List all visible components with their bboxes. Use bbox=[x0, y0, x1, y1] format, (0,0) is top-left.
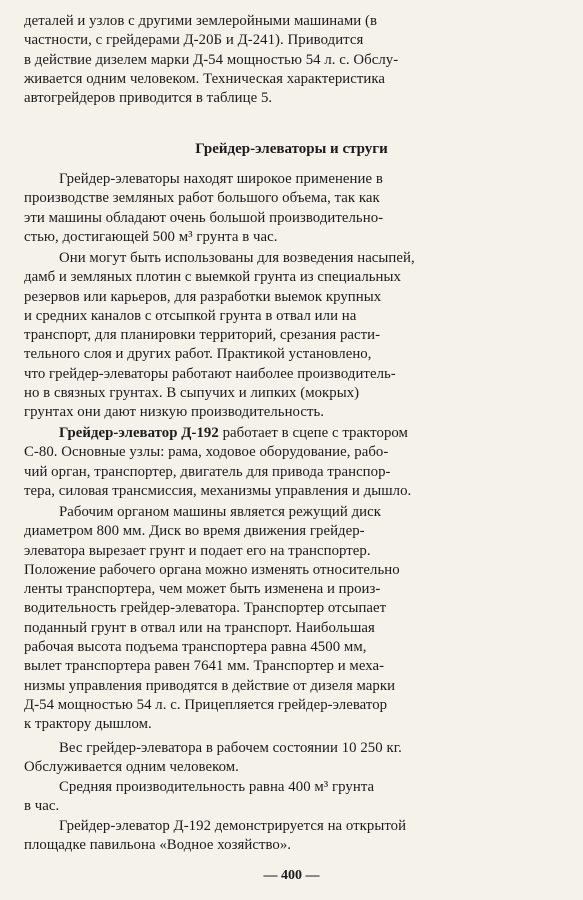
text-line: транспорт, для планировки территорий, срезания расти- bbox=[24, 327, 381, 344]
machine-name-bold: Грейдер-элеватор Д-192 bbox=[59, 425, 219, 441]
text-line: Вес грейдер-элеватора в рабочем состоянии 10 250 кг. bbox=[59, 740, 402, 756]
text-line: и средних каналов с отсыпкой грунта в отвал или на bbox=[24, 307, 357, 324]
text-line: эти машины обладают очень большой производительно- bbox=[24, 209, 384, 226]
text-line: но в связных грунтах. В сыпучих и липких (мокрых) bbox=[24, 385, 360, 402]
text-line: в действие дизелем марки Д-54 мощностью 54 л. с. Обслу- bbox=[24, 51, 399, 68]
text-line: резервов или карьеров, для разработки выемок крупных bbox=[24, 288, 382, 305]
text-line: рабочая высота подъема транспортера равна 4500 мм, bbox=[24, 639, 367, 656]
top-paragraph bbox=[24, 12, 554, 108]
text-fragment: работает в сцепе с трактором bbox=[218, 425, 408, 441]
text-line: водительность грейдер-элеватора. Транспортер отсыпает bbox=[24, 600, 387, 617]
text-line: что грейдер-элеваторы работают наиболее производитель- bbox=[24, 365, 396, 382]
text-line: деталей и узлов с другими землеройными машинами (в bbox=[24, 13, 378, 29]
text-line: Положение рабочего органа можно изменять относительно bbox=[24, 561, 400, 578]
text-line: площадке павильона «Водное хозяйство». bbox=[24, 837, 292, 854]
text-line: Они могут быть использованы для возведения насыпей, bbox=[59, 250, 415, 266]
text-line: С-80. Основные узлы: рама, ходовое оборудование, рабо- bbox=[24, 444, 389, 461]
text-line: к трактору дышлом. bbox=[24, 716, 152, 733]
text-line: дамб и земляных плотин с выемкой грунта из специальных bbox=[24, 269, 401, 286]
section-heading: Грейдер-элеваторы и струги bbox=[195, 141, 388, 157]
paragraph-3 bbox=[24, 424, 554, 501]
text-line: ленты транспортера, чем может быть изменена и произ- bbox=[24, 581, 381, 598]
text-line: частности, с грейдерами Д-20Б и Д-241). Приводится bbox=[24, 32, 364, 49]
text-line: стью, достигающей 500 м³ грунта в час. bbox=[24, 228, 278, 245]
text-line: автогрейдеров приводится в таблице 5. bbox=[24, 90, 273, 107]
text-line: Средняя производительность равна 400 м³ грунта bbox=[59, 779, 375, 795]
text-line: Д-54 мощностью 54 л. с. Прицепляется грейдер-элеватор bbox=[24, 696, 388, 713]
text-line: живается одним человеком. Техническая характеристика bbox=[24, 70, 385, 87]
text-line: элеватора вырезает грунт и подает его на транспортер. bbox=[24, 542, 371, 559]
text-line: в час. bbox=[24, 798, 60, 815]
paragraph-5 bbox=[24, 739, 554, 778]
paragraph-6 bbox=[24, 778, 554, 817]
text-line: Обслуживается одним человеком. bbox=[24, 759, 239, 776]
text-line: поданный грунт в отвал или на транспорт. Наибольшая bbox=[24, 619, 375, 636]
paragraph-2 bbox=[24, 249, 554, 423]
text-line: производстве земляных работ большого объема, так как bbox=[24, 190, 380, 207]
text-line bbox=[24, 424, 554, 443]
paragraph-7 bbox=[24, 817, 554, 856]
paragraph-4 bbox=[24, 503, 554, 735]
text-line: Грейдер-элеватор Д-192 демонстрируется на открытой bbox=[59, 818, 407, 834]
text-line: низмы управления приводятся в действие от дизеля марки bbox=[24, 677, 396, 694]
text-line: чий орган, транспортер, двигатель для привода транспор- bbox=[24, 463, 391, 480]
text-line: диаметром 800 мм. Диск во время движения грейдер- bbox=[24, 523, 365, 540]
text-line: тера, силовая трансмиссия, механизмы управления и дышло. bbox=[24, 482, 412, 499]
page-number: — 400 — bbox=[263, 868, 320, 883]
text-line: тельного слоя и других работ. Практикой установлено, bbox=[24, 346, 372, 363]
text-line: вылет транспортера равен 7641 мм. Транспортер и меха- bbox=[24, 658, 385, 675]
text-line: Грейдер-элеваторы находят широкое применение в bbox=[59, 171, 383, 187]
paragraph-1 bbox=[24, 170, 554, 247]
text-line: Рабочим органом машины является режущий диск bbox=[59, 504, 381, 520]
text-line: грунтах они дают низкую производительность. bbox=[24, 404, 325, 421]
